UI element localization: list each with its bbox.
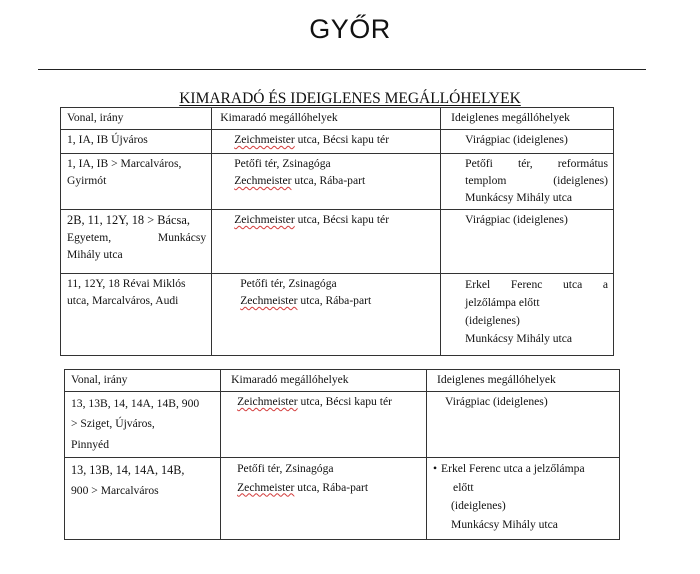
spellcheck-marked-word: Zechmeister [237, 480, 295, 494]
table-row [65, 458, 620, 540]
temporary-stops-cell [441, 130, 614, 154]
table-row [61, 274, 614, 356]
bullet-icon: • [433, 462, 438, 475]
skipped-stop: Petőfi tér, Zsinagóga [240, 277, 337, 290]
skipped-stops-cell [221, 458, 427, 540]
temporary-stops-cell [427, 458, 620, 540]
spellcheck-marked-word: Zeichmeister [234, 133, 295, 146]
temporary-stop: Erkel Ferenc utca a [465, 278, 608, 291]
spellcheck-marked-word: Zechmeister [234, 173, 292, 187]
route-line: 11, 12Y, 18 Révai Miklós [67, 277, 186, 290]
stops-table-2 [64, 369, 620, 540]
skipped-stop-text: utca, Bécsi kapu tér [297, 395, 392, 408]
document-subtitle: KIMARADÓ ÉS IDEIGLENES MEGÁLLÓHELYEK [179, 90, 521, 107]
temporary-stop: jelzőlámpa előtt [465, 295, 540, 309]
route-cell [61, 210, 212, 274]
temporary-stop: Petőfi tér, református [465, 157, 608, 170]
temporary-stop: Munkácsy Mihály utca [465, 190, 573, 204]
skipped-stop [234, 212, 435, 229]
header-temporary-stops: Ideiglenes megállóhelyek [441, 108, 614, 130]
stops-table-1 [60, 107, 614, 356]
spellcheck-marked-word: Zeichmeister [234, 213, 295, 226]
header-route: Vonal, irány [65, 370, 221, 392]
temporary-stop: Erkel Ferenc utca a jelzőlámpa [441, 462, 585, 475]
temporary-stop: (ideiglenes) [451, 499, 506, 513]
skipped-stop-text: utca, Rába-part [297, 293, 372, 307]
header-skipped-stops: Kimaradó megállóhelyek [221, 370, 427, 392]
temporary-stop: Virágpiac (ideiglenes) [465, 133, 568, 146]
temporary-stop: Munkácsy Mihály utca [451, 517, 558, 531]
table-row [61, 130, 614, 154]
skipped-stops-cell [221, 392, 427, 458]
skipped-stop-text: utca, Bécsi kapu tér [294, 133, 390, 146]
title-divider [38, 69, 646, 70]
skipped-stop [237, 479, 421, 498]
route-cell [61, 274, 212, 356]
skipped-stops-cell [212, 154, 441, 210]
skipped-stops-cell [212, 274, 441, 356]
skipped-stop [237, 394, 421, 411]
temporary-stop: Virágpiac (ideiglenes) [465, 213, 568, 226]
route-line: 1, IA, IB > Marcalváros, [67, 157, 182, 170]
route-line: Pinnyéd [71, 437, 110, 451]
route-line: Gyirmót [67, 173, 107, 187]
skipped-stop-text: utca, Rába-part [294, 480, 369, 494]
temporary-stop: Munkácsy Mihály utca [465, 331, 573, 345]
skipped-stop: Petőfi tér, Zsinagóga [234, 157, 331, 170]
skipped-stop [234, 132, 435, 149]
temporary-stop-bullet-item [433, 460, 614, 479]
route-line: Mihály utca [67, 247, 123, 261]
temporary-stop: templom (ideiglenes) [465, 173, 608, 187]
table-header-row [61, 108, 614, 130]
page-title: GYŐR [309, 14, 391, 44]
table-row [65, 392, 620, 458]
temporary-stops-cell [441, 274, 614, 356]
route-line: 2B, 11, 12Y, 18 > Bácsa, [67, 213, 190, 227]
temporary-stop: előtt [453, 480, 474, 494]
route-line: utca, Marcalváros, Audi [67, 293, 179, 307]
route-cell [61, 130, 212, 154]
route-cell [65, 458, 221, 540]
spellcheck-marked-word: Zechmeister [240, 293, 298, 307]
table-row [61, 210, 614, 274]
skipped-stop-text: utca, Rába-part [291, 173, 366, 187]
header-skipped-stops: Kimaradó megállóhelyek [212, 108, 441, 130]
route-line: 13, 13B, 14, 14A, 14B, [71, 463, 185, 477]
route-line: > Sziget, Újváros, [71, 417, 155, 431]
table-header-row [65, 370, 620, 392]
table-row [61, 154, 614, 210]
skipped-stop: Petőfi tér, Zsinagóga [237, 462, 334, 475]
route-line: 1, IA, IB Újváros [67, 133, 148, 146]
temporary-stops-cell [441, 210, 614, 274]
temporary-stop: Virágpiac (ideiglenes) [445, 395, 548, 408]
route-cell [65, 392, 221, 458]
route-line: Egyetem, Munkácsy [67, 230, 207, 244]
temporary-stops-cell [427, 392, 620, 458]
skipped-stop [226, 293, 435, 310]
skipped-stops-cell [212, 130, 441, 154]
route-cell [61, 154, 212, 210]
temporary-stops-cell [441, 154, 614, 210]
header-route: Vonal, irány [61, 108, 212, 130]
skipped-stop [234, 173, 435, 190]
route-line: 900 > Marcalváros [71, 483, 159, 497]
skipped-stop-text: utca, Bécsi kapu tér [294, 213, 390, 226]
skipped-stops-cell [212, 210, 441, 274]
temporary-stop: (ideiglenes) [465, 313, 520, 327]
spellcheck-marked-word: Zeichmeister [237, 395, 298, 408]
header-temporary-stops: Ideiglenes megállóhelyek [427, 370, 620, 392]
route-line: 13, 13B, 14, 14A, 14B, 900 [71, 397, 200, 410]
